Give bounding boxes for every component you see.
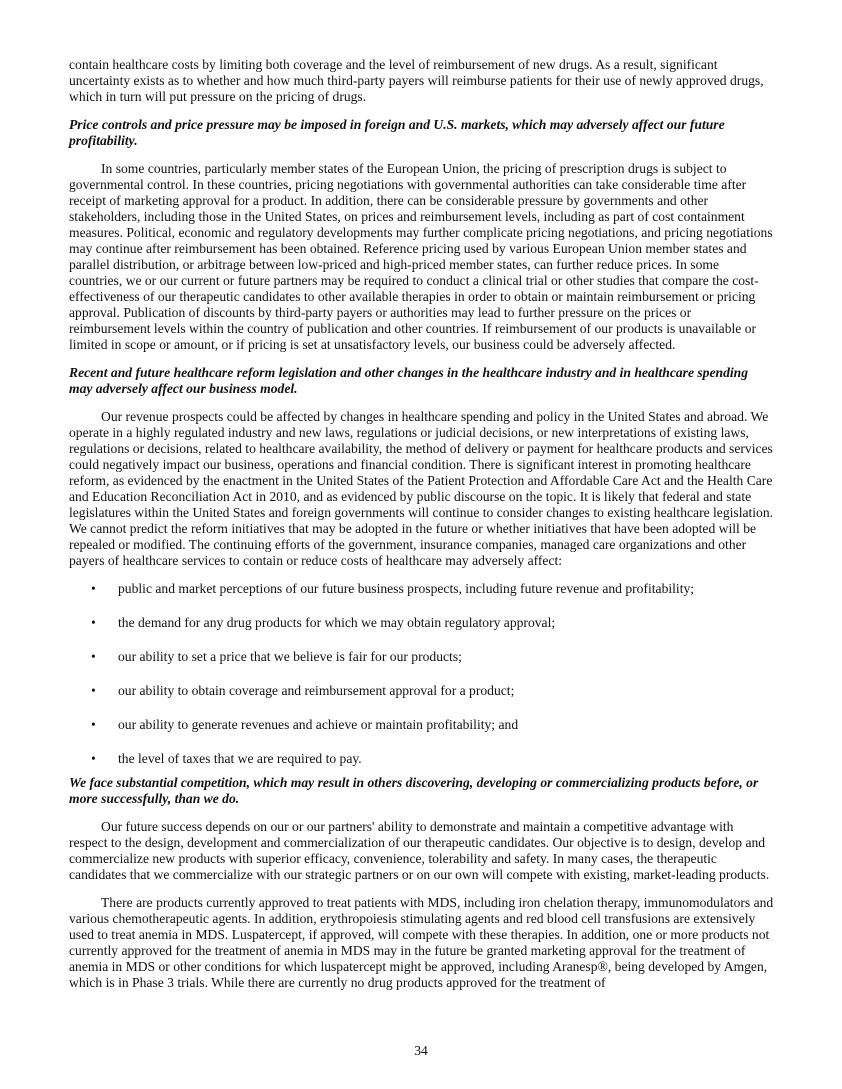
list-item-text: the demand for any drug products for which we may obtain regulatory approval; (118, 615, 556, 630)
section-heading: Price controls and price pressure may be imposed in foreign and U.S. markets, which may adversely affect our future profitability. (69, 117, 725, 148)
list-item (69, 717, 774, 733)
list-item-text: our ability to obtain coverage and reimbursement approval for a product; (118, 683, 515, 698)
list-item-text: public and market perceptions of our future business prospects, including future revenue and profitability; (118, 581, 695, 596)
bullet-list (69, 581, 774, 767)
section-heading: We face substantial competition, which may result in others discovering, developing or commercializing products before, or more successfully, than we do. (69, 775, 759, 806)
bullet-icon: • (91, 683, 96, 698)
body-paragraph: In some countries, particularly member states of the European Union, the pricing of prescription drugs is subject to governmental control. In these countries, pricing negotiations with governmental authorities can take considerable time after receipt of marketing approval for a product. In addition, there can be considerable pressure by governments and other stakeholders, including those in the United States, on prices and reimbursement levels, including as part of cost containment measures. Political, economic and regulatory developments may further complicate pricing negotiations, and pricing negotiations may continue after reimbursement has been obtained. Reference pricing used by various European Union member states and parallel distribution, or arbitrage between low-priced and high-priced member states, can further reduce prices. In some countries, we or our current or future partners may be required to conduct a clinical trial or other studies that compare the cost-effectiveness of our therapeutic candidates to other available therapies in order to obtain or maintain reimbursement or pricing approval. Publication of discounts by third-party payers or authorities may lead to further pressure on the prices or reimbursement levels within the country of publication and other countries. If reimbursement of our products is unavailable or limited in scope or amount, or if pricing is set at unsatisfactory levels, our business could be adversely affected. (69, 161, 773, 352)
list-item (69, 649, 774, 665)
bullet-icon: • (91, 649, 96, 664)
bullet-icon: • (91, 717, 96, 732)
list-item-text: our ability to set a price that we believe is fair for our products; (118, 649, 462, 664)
list-item (69, 751, 774, 767)
body-paragraph: Our revenue prospects could be affected by changes in healthcare spending and policy in the United States and abroad. We operate in a highly regulated industry and new laws, regulations or judicial decisions, or new interpretations of existing laws, regulations or decisions, related to healthcare availability, the method of delivery or payment for healthcare products and services could negatively impact our business, operations and financial condition. There is significant interest in promoting healthcare reform, as evidenced by the enactment in the United States of the Patient Protection and Affordable Care Act and the Health Care and Education Reconciliation Act in 2010, and as evidenced by public discourse on the topic. It is likely that federal and state legislatures within the United States and foreign governments will continue to consider changes to existing healthcare legislation. We cannot predict the reform initiatives that may be adopted in the future or whether initiatives that have been adopted will be repealed or modified. The continuing efforts of the government, insurance companies, managed care organizations and other payers of healthcare services to contain or reduce costs of healthcare may adversely affect: (69, 409, 774, 568)
bullet-icon: • (91, 615, 96, 630)
document-page (69, 57, 774, 1003)
body-paragraph: contain healthcare costs by limiting both coverage and the level of reimbursement of new drugs. As a result, significant uncertainty exists as to whether and how much third-party payers will reimburse patients for their use of newly approved drugs, which in turn will put pressure on the pricing of drugs. (69, 57, 764, 104)
list-item-text: the level of taxes that we are required to pay. (118, 751, 362, 766)
body-paragraph: There are products currently approved to treat patients with MDS, including iron chelation therapy, immunomodulators and various chemotherapeutic agents. In addition, erythropoiesis stimulating agents and red blood cell transfusions are extensively used to treat anemia in MDS. Luspatercept, if approved, will compete with these therapies. In addition, one or more products not currently approved for the treatment of anemia in MDS may in the future be granted marketing approval for the treatment of anemia in MDS or other conditions for which luspatercept might be approved, including Aranesp®, being developed by Amgen, which is in Phase 3 trials. While there are currently no drug products approved for the treatment of (69, 895, 774, 990)
section-heading: Recent and future healthcare reform legislation and other changes in the healthcare industry and in healthcare spending may adversely affect our business model. (69, 365, 749, 396)
list-item (69, 581, 774, 597)
list-item-text: our ability to generate revenues and achieve or maintain profitability; and (118, 717, 519, 732)
bullet-icon: • (91, 751, 96, 766)
list-item (69, 683, 774, 699)
body-paragraph: Our future success depends on our or our partners' ability to demonstrate and maintain a competitive advantage with respect to the design, development and commercialization of our therapeutic candidates. Our objective is to design, develop and commercialize new products with superior efficacy, convenience, tolerability and safety. In many cases, the therapeutic candidates that we commercialize with our strategic partners or on our own will compete with existing, market-leading products. (69, 819, 770, 882)
bullet-icon: • (91, 581, 96, 596)
list-item (69, 615, 774, 631)
page-number: 34 (414, 1043, 428, 1058)
